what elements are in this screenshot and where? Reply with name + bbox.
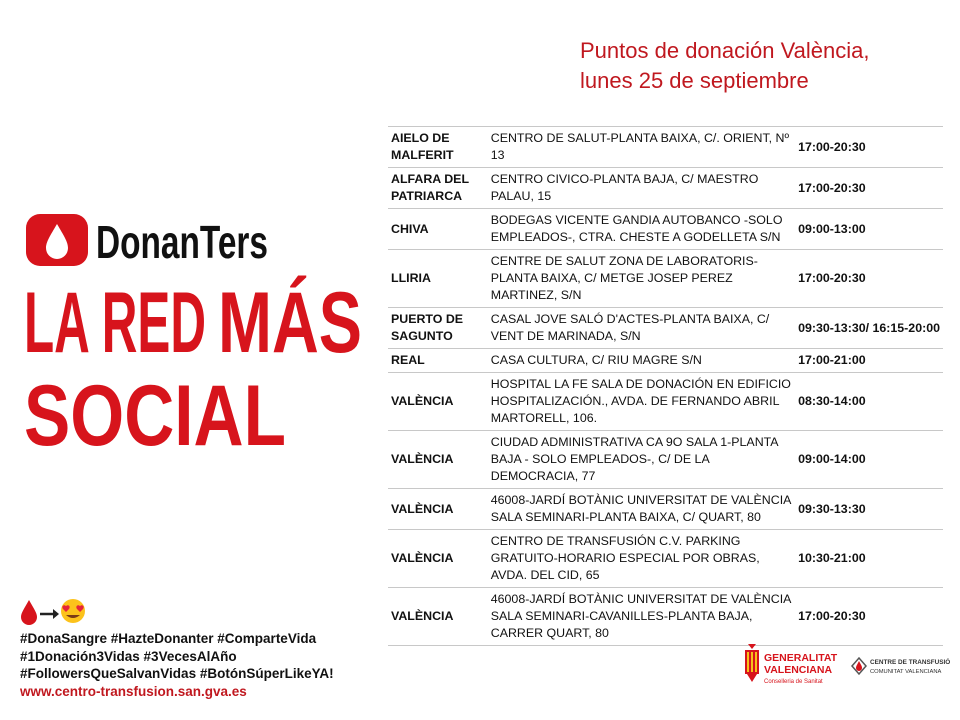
town-cell: REAL <box>388 349 488 373</box>
town-cell: PUERTO DE SAGUNTO <box>388 308 488 349</box>
hashtags-line-2: #1Donación3Vidas #3VecesAlAño <box>20 648 237 664</box>
hashtags-block <box>20 630 334 700</box>
town-cell: VALÈNCIA <box>388 489 488 530</box>
hours-cell: 08:30-14:00 <box>795 373 943 431</box>
table-row <box>388 349 943 373</box>
address-cell: CIUDAD ADMINISTRATIVA CA 9O SALA 1-PLANTA BAJA - SOLO EMPLEADOS-, C/ DE LA DEMOCRACIA, 77 <box>488 431 795 489</box>
table-row <box>388 250 943 308</box>
website-link[interactable]: www.centro-transfusion.san.gva.es <box>20 683 247 699</box>
table-row <box>388 588 943 646</box>
slogan-social: SOCIAL <box>24 368 286 464</box>
hours-cell: 09:30-13:30/ 16:15-20:00 <box>795 308 943 349</box>
table-row <box>388 530 943 588</box>
address-cell: HOSPITAL LA FE SALA DE DONACIÓN EN EDIFICIO HOSPITALIZACIÓN., AVDA. DE FERNANDO ABRIL MARTORELL, 106. <box>488 373 795 431</box>
town-cell: VALÈNCIA <box>388 588 488 646</box>
town-cell: ALFARA DEL PATRIARCA <box>388 168 488 209</box>
address-cell: CENTRO DE SALUT-PLANTA BAIXA, C/. ORIENT, Nº 13 <box>488 127 795 168</box>
title-line-1: Puntos de donación València, <box>580 38 870 63</box>
donanters-logo <box>24 210 369 480</box>
blood-drop-icon <box>21 600 37 625</box>
address-cell: CASAL JOVE SALÓ D'ACTES-PLANTA BAIXA, C/ VENT DE MARINADA, S/N <box>488 308 795 349</box>
generalitat-valenciana-logo <box>742 644 842 688</box>
address-cell: CENTRO CIVICO-PLANTA BAJA, C/ MAESTRO PALAU, 15 <box>488 168 795 209</box>
hours-cell: 09:00-14:00 <box>795 431 943 489</box>
address-cell: CENTRE DE SALUT ZONA DE LABORATORIS-PLANTA BAIXA, C/ METGE JOSEP PEREZ MARTINEZ, S/N <box>488 250 795 308</box>
arrow-right-icon <box>40 609 59 619</box>
hashtags-line-3: #FollowersQueSalvanVidas #BotónSúperLikeYA! <box>20 666 334 681</box>
table-row <box>388 209 943 250</box>
table-row <box>388 127 943 168</box>
address-cell: BODEGAS VICENTE GANDIA AUTOBANCO -SOLO EMPLEADOS-, CTRA. CHESTE A GODELLETA S/N <box>488 209 795 250</box>
brand-name: DonanTers <box>96 216 268 268</box>
town-cell: CHIVA <box>388 209 488 250</box>
page-title <box>580 36 869 96</box>
centre-transfusio-logo <box>850 652 950 682</box>
drop-arrow-heart-eyes <box>20 598 90 626</box>
cts-line-2: COMUNITAT VALENCIANA <box>870 669 942 675</box>
address-cell: 46008-JARDÍ BOTÀNIC UNIVERSITAT DE VALÈNCIA SALA SEMINARI-CAVANILLES-PLANTA BAJA, CARRER QUART, 80 <box>488 588 795 646</box>
cts-emblem-icon <box>852 658 866 674</box>
town-cell: LLIRIA <box>388 250 488 308</box>
table-row <box>388 431 943 489</box>
donation-points-table <box>388 126 943 646</box>
address-cell: CASA CULTURA, C/ RIU MAGRE S/N <box>488 349 795 373</box>
slogan-la-red: LA RED <box>24 275 206 371</box>
town-cell: VALÈNCIA <box>388 373 488 431</box>
heart-eyes-emoji-icon <box>61 599 85 623</box>
hours-cell: 17:00-20:30 <box>795 168 943 209</box>
gva-line-1: GENERALITAT <box>764 652 838 664</box>
table-row <box>388 489 943 530</box>
hours-cell: 17:00-20:30 <box>795 250 943 308</box>
town-cell: VALÈNCIA <box>388 431 488 489</box>
cts-line-1: CENTRE DE TRANSFUSIÓ <box>870 659 950 666</box>
address-cell: 46008-JARDÍ BOTÀNIC UNIVERSITAT DE VALÈNCIA SALA SEMINARI-PLANTA BAIXA, C/ QUART, 80 <box>488 489 795 530</box>
address-cell: CENTRO DE TRANSFUSIÓN C.V. PARKING GRATUITO-HORARIO ESPECIAL POR OBRAS, AVDA. DEL CID, 65 <box>488 530 795 588</box>
gva-line-2: VALENCIANA <box>764 664 833 676</box>
hours-cell: 09:30-13:30 <box>795 489 943 530</box>
gva-crest-icon <box>745 644 759 682</box>
hours-cell: 10:30-21:00 <box>795 530 943 588</box>
hours-cell: 17:00-21:00 <box>795 349 943 373</box>
gva-line-3: Conselleria de Sanitat <box>764 679 823 685</box>
table-row <box>388 308 943 349</box>
hours-cell: 17:00-20:30 <box>795 127 943 168</box>
hashtags-line-1: #DonaSangre #HazteDonanter #ComparteVida <box>20 631 317 646</box>
hours-cell: 17:00-20:30 <box>795 588 943 646</box>
table-row <box>388 373 943 431</box>
town-cell: VALÈNCIA <box>388 530 488 588</box>
hours-cell: 09:00-13:00 <box>795 209 943 250</box>
town-cell: AIELO DE MALFERIT <box>388 127 488 168</box>
table-row <box>388 168 943 209</box>
title-line-2: lunes 25 de septiembre <box>580 68 809 93</box>
slogan-mas: MÁS <box>218 275 362 371</box>
